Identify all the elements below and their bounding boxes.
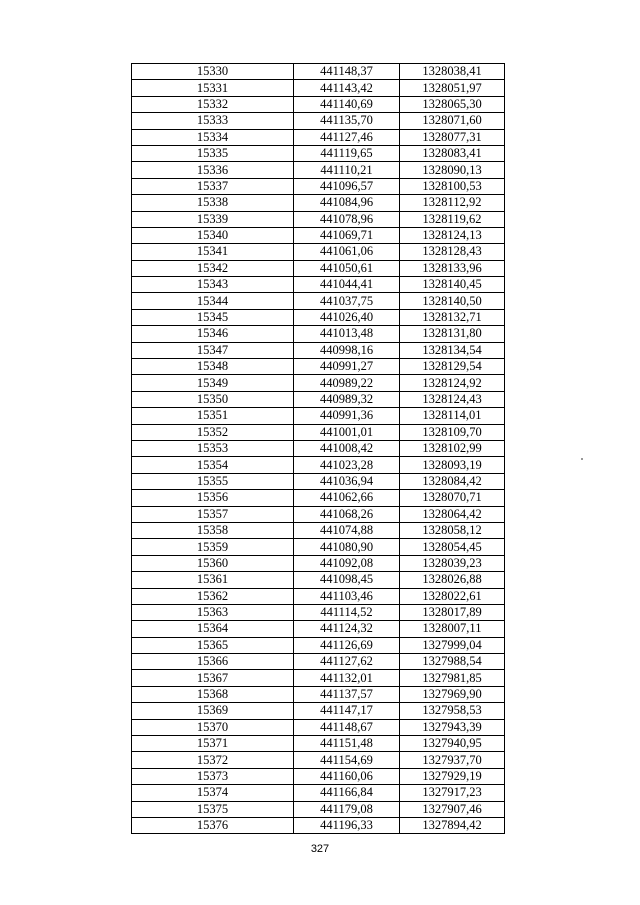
point-number-cell: 15348 <box>132 359 294 375</box>
x-coordinate-cell: 441143,42 <box>294 80 400 96</box>
x-coordinate-cell: 441074,88 <box>294 522 400 538</box>
y-coordinate-cell: 1327943,39 <box>400 719 505 735</box>
y-coordinate-cell: 1328140,45 <box>400 277 505 293</box>
y-coordinate-cell: 1328124,13 <box>400 227 505 243</box>
coordinates-table-body <box>132 64 505 834</box>
y-coordinate-cell: 1328022,61 <box>400 588 505 604</box>
y-coordinate-cell: 1327999,04 <box>400 637 505 653</box>
point-number-cell: 15366 <box>132 654 294 670</box>
point-number-cell: 15369 <box>132 703 294 719</box>
point-number-cell: 15359 <box>132 539 294 555</box>
stray-mark <box>581 458 583 460</box>
x-coordinate-cell: 441092,08 <box>294 555 400 571</box>
point-number-cell: 15332 <box>132 96 294 112</box>
table-row <box>132 801 505 817</box>
y-coordinate-cell: 1328132,71 <box>400 309 505 325</box>
table-row <box>132 637 505 653</box>
point-number-cell: 15358 <box>132 522 294 538</box>
y-coordinate-cell: 1327988,54 <box>400 654 505 670</box>
point-number-cell: 15376 <box>132 817 294 833</box>
x-coordinate-cell: 441062,66 <box>294 490 400 506</box>
point-number-cell: 15353 <box>132 440 294 456</box>
y-coordinate-cell: 1328070,71 <box>400 490 505 506</box>
table-row <box>132 162 505 178</box>
table-row <box>132 785 505 801</box>
point-number-cell: 15350 <box>132 391 294 407</box>
table-row <box>132 539 505 555</box>
table-row <box>132 654 505 670</box>
x-coordinate-cell: 441160,06 <box>294 768 400 784</box>
coordinates-table <box>131 63 505 834</box>
y-coordinate-cell: 1327958,53 <box>400 703 505 719</box>
table-row <box>132 588 505 604</box>
table-row <box>132 473 505 489</box>
x-coordinate-cell: 441140,69 <box>294 96 400 112</box>
table-row <box>132 768 505 784</box>
x-coordinate-cell: 441126,69 <box>294 637 400 653</box>
point-number-cell: 15370 <box>132 719 294 735</box>
y-coordinate-cell: 1328064,42 <box>400 506 505 522</box>
table-row <box>132 440 505 456</box>
point-number-cell: 15330 <box>132 64 294 80</box>
table-row <box>132 670 505 686</box>
point-number-cell: 15342 <box>132 260 294 276</box>
x-coordinate-cell: 440989,32 <box>294 391 400 407</box>
x-coordinate-cell: 441096,57 <box>294 178 400 194</box>
y-coordinate-cell: 1328007,11 <box>400 621 505 637</box>
point-number-cell: 15335 <box>132 145 294 161</box>
point-number-cell: 15355 <box>132 473 294 489</box>
point-number-cell: 15343 <box>132 277 294 293</box>
table-row <box>132 686 505 702</box>
x-coordinate-cell: 441148,67 <box>294 719 400 735</box>
table-row <box>132 129 505 145</box>
x-coordinate-cell: 441166,84 <box>294 785 400 801</box>
y-coordinate-cell: 1328017,89 <box>400 604 505 620</box>
x-coordinate-cell: 441110,21 <box>294 162 400 178</box>
point-number-cell: 15337 <box>132 178 294 194</box>
x-coordinate-cell: 441135,70 <box>294 113 400 129</box>
point-number-cell: 15367 <box>132 670 294 686</box>
x-coordinate-cell: 441084,96 <box>294 195 400 211</box>
point-number-cell: 15371 <box>132 736 294 752</box>
y-coordinate-cell: 1328134,54 <box>400 342 505 358</box>
y-coordinate-cell: 1328119,62 <box>400 211 505 227</box>
point-number-cell: 15331 <box>132 80 294 96</box>
point-number-cell: 15338 <box>132 195 294 211</box>
x-coordinate-cell: 441013,48 <box>294 326 400 342</box>
table-row <box>132 375 505 391</box>
table-row <box>132 506 505 522</box>
point-number-cell: 15363 <box>132 604 294 620</box>
y-coordinate-cell: 1328077,31 <box>400 129 505 145</box>
point-number-cell: 15357 <box>132 506 294 522</box>
table-row <box>132 277 505 293</box>
y-coordinate-cell: 1328051,97 <box>400 80 505 96</box>
y-coordinate-cell: 1327929,19 <box>400 768 505 784</box>
table-row <box>132 490 505 506</box>
x-coordinate-cell: 440991,36 <box>294 408 400 424</box>
x-coordinate-cell: 441068,26 <box>294 506 400 522</box>
table-row <box>132 178 505 194</box>
point-number-cell: 15349 <box>132 375 294 391</box>
point-number-cell: 15356 <box>132 490 294 506</box>
y-coordinate-cell: 1328128,43 <box>400 244 505 260</box>
point-number-cell: 15360 <box>132 555 294 571</box>
y-coordinate-cell: 1328083,41 <box>400 145 505 161</box>
y-coordinate-cell: 1327969,90 <box>400 686 505 702</box>
point-number-cell: 15372 <box>132 752 294 768</box>
table-row <box>132 817 505 833</box>
y-coordinate-cell: 1328114,01 <box>400 408 505 424</box>
x-coordinate-cell: 440991,27 <box>294 359 400 375</box>
page-number: 327 <box>310 843 330 855</box>
table-row <box>132 113 505 129</box>
y-coordinate-cell: 1327937,70 <box>400 752 505 768</box>
x-coordinate-cell: 441078,96 <box>294 211 400 227</box>
y-coordinate-cell: 1328124,43 <box>400 391 505 407</box>
table-row <box>132 522 505 538</box>
table-row <box>132 195 505 211</box>
table-row <box>132 342 505 358</box>
table-row <box>132 736 505 752</box>
point-number-cell: 15345 <box>132 309 294 325</box>
x-coordinate-cell: 441103,46 <box>294 588 400 604</box>
y-coordinate-cell: 1328100,53 <box>400 178 505 194</box>
table-row <box>132 64 505 80</box>
point-number-cell: 15346 <box>132 326 294 342</box>
table-row <box>132 719 505 735</box>
y-coordinate-cell: 1328054,45 <box>400 539 505 555</box>
x-coordinate-cell: 441137,57 <box>294 686 400 702</box>
table-row <box>132 555 505 571</box>
y-coordinate-cell: 1328026,88 <box>400 572 505 588</box>
point-number-cell: 15347 <box>132 342 294 358</box>
y-coordinate-cell: 1328071,60 <box>400 113 505 129</box>
x-coordinate-cell: 441179,08 <box>294 801 400 817</box>
y-coordinate-cell: 1328102,99 <box>400 440 505 456</box>
x-coordinate-cell: 441001,01 <box>294 424 400 440</box>
table-row <box>132 457 505 473</box>
table-row <box>132 752 505 768</box>
point-number-cell: 15334 <box>132 129 294 145</box>
x-coordinate-cell: 441114,52 <box>294 604 400 620</box>
table-row <box>132 703 505 719</box>
x-coordinate-cell: 441037,75 <box>294 293 400 309</box>
y-coordinate-cell: 1327907,46 <box>400 801 505 817</box>
y-coordinate-cell: 1328129,54 <box>400 359 505 375</box>
x-coordinate-cell: 441132,01 <box>294 670 400 686</box>
table-row <box>132 326 505 342</box>
point-number-cell: 15361 <box>132 572 294 588</box>
y-coordinate-cell: 1328112,92 <box>400 195 505 211</box>
point-number-cell: 15364 <box>132 621 294 637</box>
x-coordinate-cell: 441127,46 <box>294 129 400 145</box>
x-coordinate-cell: 441119,65 <box>294 145 400 161</box>
point-number-cell: 15333 <box>132 113 294 129</box>
y-coordinate-cell: 1327917,23 <box>400 785 505 801</box>
table-row <box>132 309 505 325</box>
x-coordinate-cell: 441023,28 <box>294 457 400 473</box>
table-row <box>132 424 505 440</box>
point-number-cell: 15373 <box>132 768 294 784</box>
point-number-cell: 15362 <box>132 588 294 604</box>
table-row <box>132 359 505 375</box>
table-row <box>132 244 505 260</box>
x-coordinate-cell: 441127,62 <box>294 654 400 670</box>
point-number-cell: 15368 <box>132 686 294 702</box>
x-coordinate-cell: 441036,94 <box>294 473 400 489</box>
x-coordinate-cell: 441008,42 <box>294 440 400 456</box>
y-coordinate-cell: 1328133,96 <box>400 260 505 276</box>
point-number-cell: 15339 <box>132 211 294 227</box>
x-coordinate-cell: 441061,06 <box>294 244 400 260</box>
table-row <box>132 621 505 637</box>
x-coordinate-cell: 441148,37 <box>294 64 400 80</box>
table-row <box>132 260 505 276</box>
x-coordinate-cell: 441151,48 <box>294 736 400 752</box>
table-row <box>132 80 505 96</box>
table-row <box>132 604 505 620</box>
point-number-cell: 15344 <box>132 293 294 309</box>
x-coordinate-cell: 441147,17 <box>294 703 400 719</box>
table-row <box>132 293 505 309</box>
point-number-cell: 15354 <box>132 457 294 473</box>
y-coordinate-cell: 1328039,23 <box>400 555 505 571</box>
point-number-cell: 15340 <box>132 227 294 243</box>
x-coordinate-cell: 440998,16 <box>294 342 400 358</box>
point-number-cell: 15351 <box>132 408 294 424</box>
x-coordinate-cell: 441044,41 <box>294 277 400 293</box>
y-coordinate-cell: 1328084,42 <box>400 473 505 489</box>
table-row <box>132 391 505 407</box>
x-coordinate-cell: 441098,45 <box>294 572 400 588</box>
point-number-cell: 15375 <box>132 801 294 817</box>
y-coordinate-cell: 1328140,50 <box>400 293 505 309</box>
x-coordinate-cell: 441026,40 <box>294 309 400 325</box>
table-row <box>132 145 505 161</box>
table-row <box>132 227 505 243</box>
y-coordinate-cell: 1328065,30 <box>400 96 505 112</box>
y-coordinate-cell: 1328109,70 <box>400 424 505 440</box>
y-coordinate-cell: 1328124,92 <box>400 375 505 391</box>
x-coordinate-cell: 441050,61 <box>294 260 400 276</box>
y-coordinate-cell: 1328038,41 <box>400 64 505 80</box>
y-coordinate-cell: 1327940,95 <box>400 736 505 752</box>
point-number-cell: 15374 <box>132 785 294 801</box>
y-coordinate-cell: 1327894,42 <box>400 817 505 833</box>
x-coordinate-cell: 441154,69 <box>294 752 400 768</box>
table-row <box>132 211 505 227</box>
y-coordinate-cell: 1328058,12 <box>400 522 505 538</box>
table-row <box>132 572 505 588</box>
y-coordinate-cell: 1327981,85 <box>400 670 505 686</box>
table-row <box>132 96 505 112</box>
y-coordinate-cell: 1328093,19 <box>400 457 505 473</box>
y-coordinate-cell: 1328090,13 <box>400 162 505 178</box>
x-coordinate-cell: 441069,71 <box>294 227 400 243</box>
point-number-cell: 15341 <box>132 244 294 260</box>
point-number-cell: 15336 <box>132 162 294 178</box>
table-row <box>132 408 505 424</box>
x-coordinate-cell: 441124,32 <box>294 621 400 637</box>
x-coordinate-cell: 441196,33 <box>294 817 400 833</box>
y-coordinate-cell: 1328131,80 <box>400 326 505 342</box>
x-coordinate-cell: 440989,22 <box>294 375 400 391</box>
point-number-cell: 15352 <box>132 424 294 440</box>
point-number-cell: 15365 <box>132 637 294 653</box>
x-coordinate-cell: 441080,90 <box>294 539 400 555</box>
